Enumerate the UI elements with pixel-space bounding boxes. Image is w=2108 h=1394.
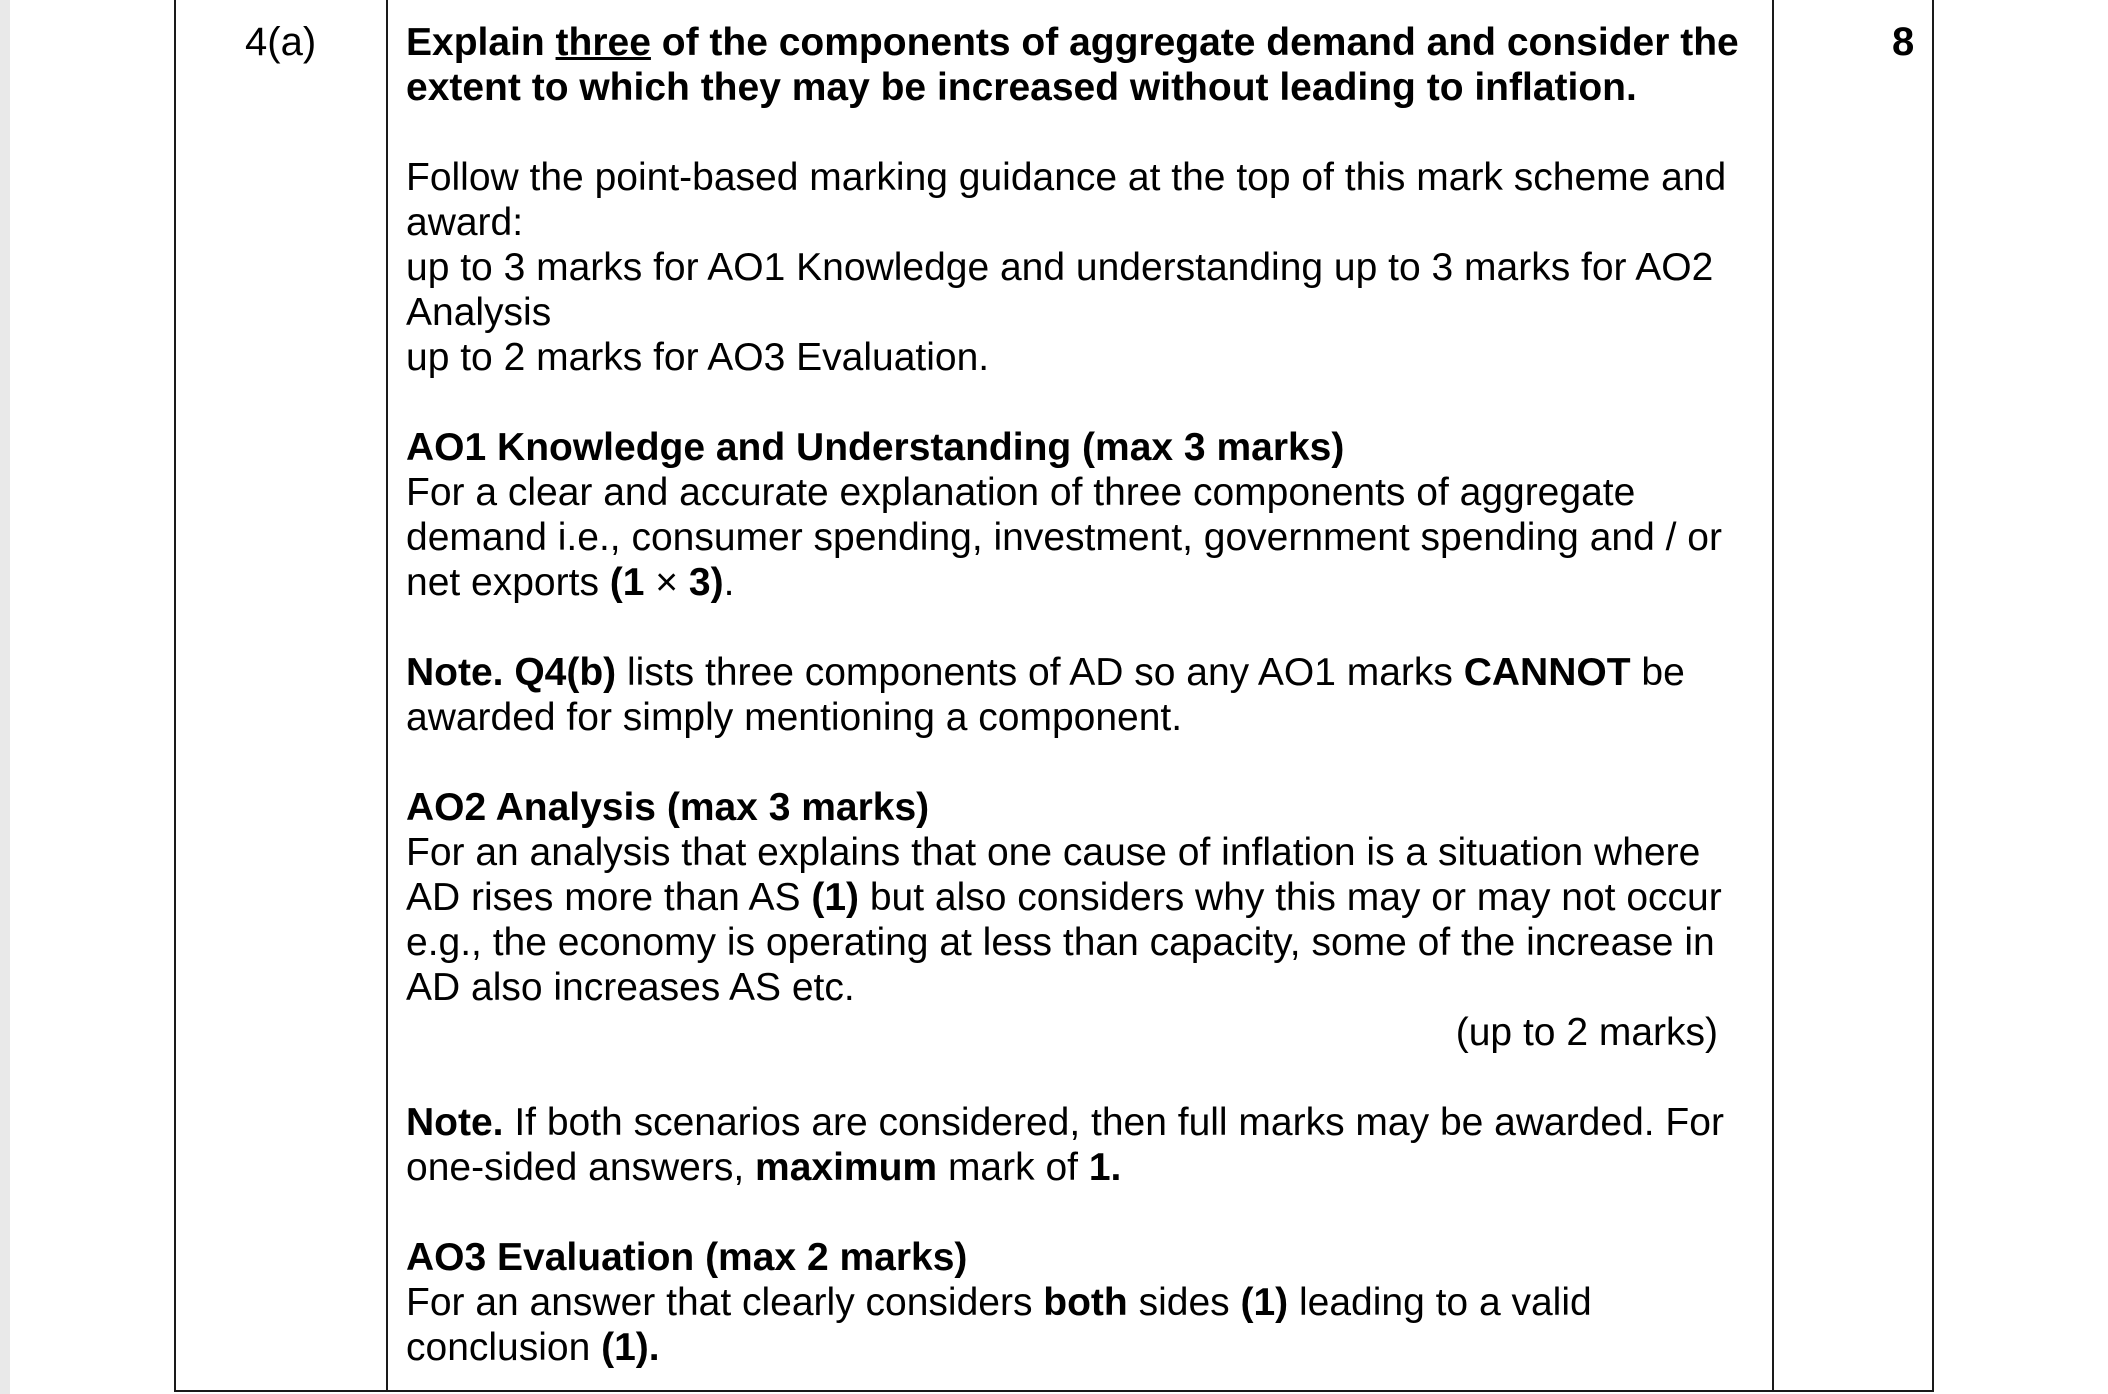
guidance-ao1-ao2: up to 3 marks for AO1 Knowledge and understanding up to 3 marks for AO2 Analysis bbox=[406, 246, 1714, 334]
ao3-emphasis: both bbox=[1043, 1281, 1128, 1324]
ao3-mark2: (1). bbox=[601, 1326, 660, 1369]
ao3-heading: AO3 Evaluation (max 2 marks) bbox=[406, 1236, 968, 1279]
note-q4b bbox=[406, 650, 1756, 740]
page-edge-shadow bbox=[0, 0, 10, 1394]
ao3-section bbox=[406, 1235, 1756, 1370]
note1-emphasis: CANNOT bbox=[1463, 651, 1631, 694]
ao1-heading: AO1 Knowledge and Understanding (max 3 marks) bbox=[406, 426, 1345, 469]
mark-scheme-content bbox=[406, 20, 1756, 1370]
ao3-text-end: leading to a valid conclusion bbox=[406, 1281, 1592, 1369]
ao1-end: . bbox=[723, 561, 735, 604]
ao1-marks-close: 3) bbox=[678, 561, 724, 604]
question-number: 4(a) bbox=[245, 20, 317, 64]
note2-text: If both scenarios are considered, then full marks may be awarded. For one-sided answers, bbox=[406, 1101, 1724, 1189]
guidance-ao3: up to 2 marks for AO3 Evaluation. bbox=[406, 336, 990, 379]
ao2-text: For an analysis that explains that one cause of inflation is a situation where AD rises more than AS bbox=[406, 831, 1701, 919]
note2-text-mid: mark of bbox=[937, 1146, 1089, 1189]
ao3-text-mid: sides bbox=[1127, 1281, 1241, 1324]
ao1-times-sign: × bbox=[655, 561, 679, 604]
table-divider-marks bbox=[1772, 0, 1774, 1392]
note-scenarios bbox=[406, 1100, 1756, 1190]
ao2-up-to-marks: (up to 2 marks) bbox=[1455, 1011, 1718, 1054]
ao2-text-end: but also considers why this may or may not occur e.g., the economy is operating at less than capacity, some of the increase in AD also increases AS etc. bbox=[406, 876, 1722, 1009]
ao3-mark1: (1) bbox=[1240, 1281, 1289, 1324]
prompt-text-end: of the components of aggregate demand and consider the extent to which they may be increased without leading to inflation. bbox=[406, 21, 1739, 109]
prompt-text-start: Explain bbox=[406, 21, 556, 64]
ao1-text: For a clear and accurate explanation of three components of aggregate demand i.e., consumer spending, investment, government spending and / or net exports bbox=[406, 471, 1722, 604]
table-divider-question bbox=[386, 0, 388, 1392]
table-border-right bbox=[1932, 0, 1934, 1392]
guidance-intro: Follow the point-based marking guidance at the top of this mark scheme and award: bbox=[406, 156, 1727, 244]
ao2-heading: AO2 Analysis (max 3 marks) bbox=[406, 786, 930, 829]
note1-text-end: be awarded for simply mentioning a component. bbox=[406, 651, 1685, 739]
table-bottom-border bbox=[174, 1390, 1934, 1392]
total-marks: 8 bbox=[1892, 20, 1915, 64]
ao1-marks-open: (1 bbox=[609, 561, 656, 604]
table-border-left bbox=[174, 0, 176, 1392]
ao2-mark: (1) bbox=[811, 876, 860, 919]
prompt-underlined-word: three bbox=[555, 21, 651, 64]
ao1-section bbox=[406, 425, 1756, 605]
note2-label: Note. bbox=[406, 1101, 504, 1144]
marking-guidance bbox=[406, 155, 1756, 380]
ao3-text: For an answer that clearly considers bbox=[406, 1281, 1044, 1324]
note1-text: lists three components of AD so any AO1 marks bbox=[616, 651, 1464, 694]
ao2-section bbox=[406, 785, 1756, 1055]
question-prompt bbox=[406, 20, 1756, 110]
note1-label: Note. Q4(b) bbox=[406, 651, 617, 694]
note2-emphasis: maximum bbox=[755, 1146, 938, 1189]
note2-max-value: 1. bbox=[1088, 1146, 1122, 1189]
